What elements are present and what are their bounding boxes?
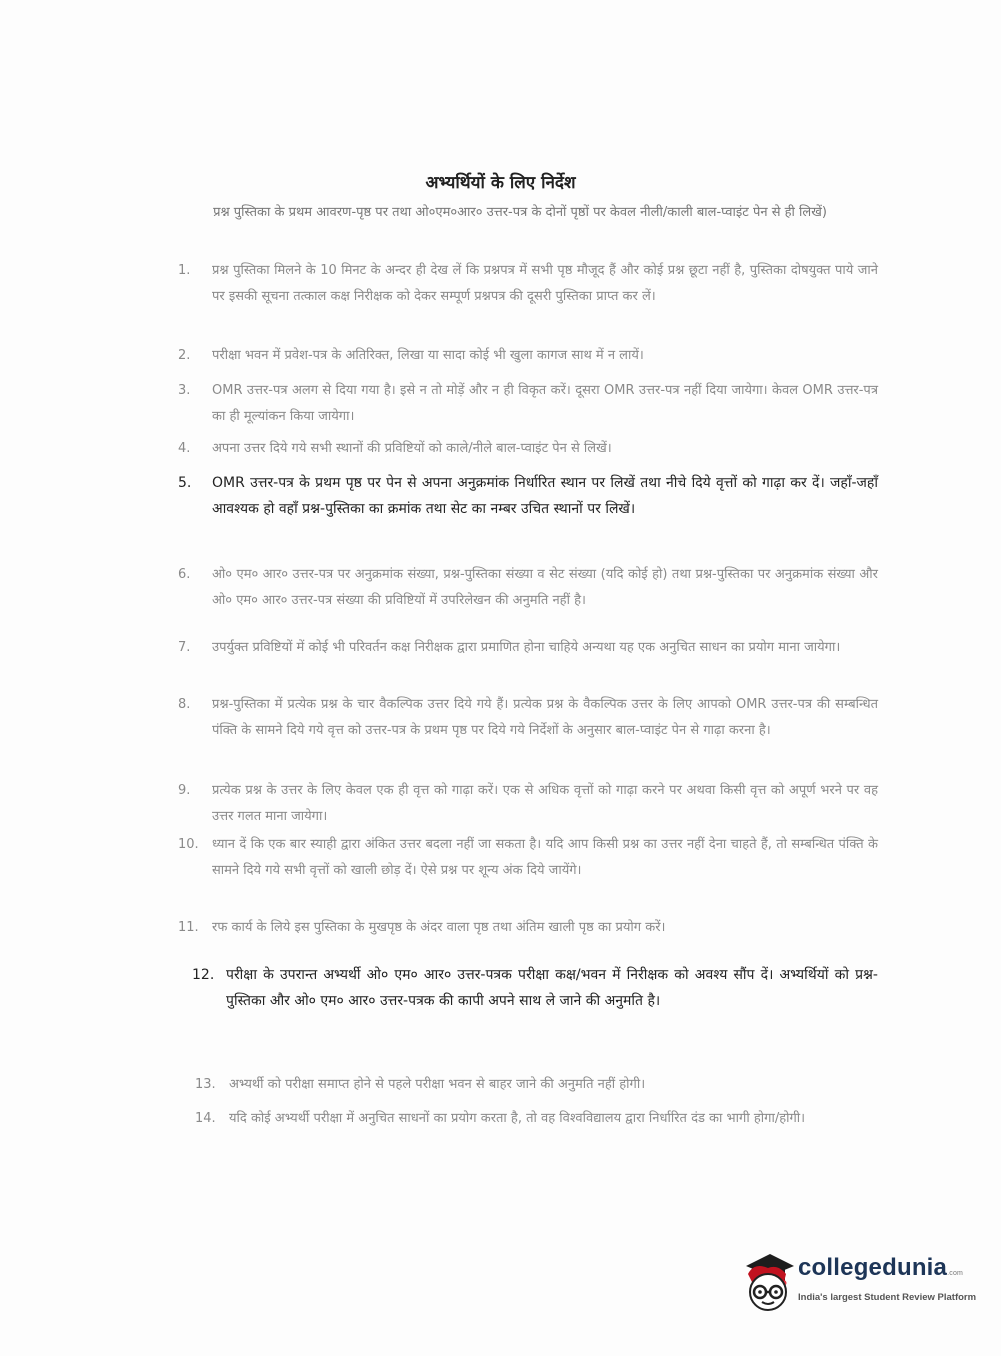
collegedunia-logo[interactable] (740, 1248, 980, 1320)
mascot-icon (740, 1248, 796, 1316)
item-text: अभ्यर्थी को परीक्षा समाप्त होने से पहले परीक्षा भवन से बाहर जाने की अनुमति नहीं होगी। (229, 1077, 646, 1092)
item-text: OMR उत्तर-पत्र अलग से दिया गया है। इसे न तो मोड़ें और न ही विकृत करें। दूसरा OMR उत्तर-पत्र नहीं दिया जायेगा। केवल OMR उत्तर-पत्र का ही मूल्यांकन किया जायेगा। (212, 383, 878, 424)
item-text: ध्यान दें कि एक बार स्याही द्वारा अंकित उत्तर बदला नहीं जा सकता है। यदि आप किसी प्रश्न का उत्तर नहीं देना चाहते हैं, तो सम्बन्धित पंक्ति के सामने दिये गये सभी वृत्तों को खाली छोड़ दें। ऐसे प्रश्न पर शून्य अंक दिये जायेंगे। (212, 837, 878, 878)
instruction-item (178, 378, 878, 430)
instruction-item (178, 343, 878, 369)
item-text: रफ कार्य के लिये इस पुस्तिका के मुखपृष्ठ के अंदर वाला पृष्ठ तथा अंतिम खाली पृष्ठ का प्रयोग करें। (212, 920, 666, 935)
item-number: 2. (178, 348, 191, 363)
item-number: 12. (192, 967, 215, 983)
item-text: प्रश्न पुस्तिका मिलने के 10 मिनट के अन्दर ही देख लें कि प्रश्नपत्र में सभी पृष्ठ मौजूद हैं और कोई प्रश्न छूटा नहीं है, पुस्तिका दोषयुक्त पाये जाने पर इसकी सूचना तत्काल कक्ष निरीक्षक को देकर सम्पूर्ण प्रश्नपत्र की दूसरी पुस्तिका प्राप्त कर लें। (212, 263, 878, 304)
item-number: 14. (195, 1111, 216, 1126)
instruction-item (178, 562, 878, 614)
item-text: ओ० एम० आर० उत्तर-पत्र पर अनुक्रमांक संख्या, प्रश्न-पुस्तिका संख्या व सेट संख्या (यदि कोई हो) तथा प्रश्न-पुस्तिका पर अनुक्रमांक संख्या और ओ० एम० आर० उत्तर-पत्र संख्या की प्रविष्टियों में उपरिलेखन की अनुमति नहीं है। (212, 567, 878, 608)
item-number: 6. (178, 567, 191, 582)
item-number: 5. (178, 475, 192, 491)
item-number: 13. (195, 1077, 216, 1092)
item-text: परीक्षा भवन में प्रवेश-पत्र के अतिरिक्त, लिखा या सादा कोई भी खुला कागज साथ में न लायें। (212, 348, 644, 363)
item-number: 10. (178, 837, 199, 852)
instruction-item (178, 436, 878, 462)
item-text: परीक्षा के उपरान्त अभ्यर्थी ओ० एम० आर० उत्तर-पत्रक परीक्षा कक्ष/भवन में निरीक्षक को अवश्य सौंप दें। अभ्यर्थियों को प्रश्न-पुस्तिका और ओ० एम० आर० उत्तर-पत्रक की कापी अपने साथ ले जाने की अनुमति है। (226, 967, 878, 1009)
item-number: 3. (178, 383, 191, 398)
instruction-item (178, 470, 878, 522)
item-number: 9. (178, 783, 191, 798)
item-text: OMR उत्तर-पत्र के प्रथम पृष्ठ पर पेन से अपना अनुक्रमांक निर्धारित स्थान पर लिखें तथा नीचे दिये वृत्तों को गाढ़ा कर दें। जहाँ-जहाँ आवश्यक हो वहाँ प्रश्न-पुस्तिका का क्रमांक तथा सेट का नम्बर उचित स्थानों पर लिखें। (212, 475, 878, 517)
item-text: यदि कोई अभ्यर्थी परीक्षा में अनुचित साधनों का प्रयोग करता है, तो वह विश्वविद्यालय द्वारा निर्धारित दंड का भागी होगा/होगी। (229, 1111, 806, 1126)
item-text: उपर्युक्त प्रविष्टियों में कोई भी परिवर्तन कक्ष निरीक्षक द्वारा प्रमाणित होना चाहिये अन्यथा यह एक अनुचित साधन का प्रयोग माना जायेगा। (212, 640, 841, 655)
logo-suffix: .com (947, 1270, 964, 1277)
item-number: 7. (178, 640, 191, 655)
instruction-item (178, 832, 878, 884)
instruction-item (178, 692, 878, 744)
page-title: अभ्यर्थियों के लिए निर्देश (425, 173, 576, 193)
item-text: प्रश्न-पुस्तिका में प्रत्येक प्रश्न के चार वैकल्पिक उत्तर दिये गये हैं। प्रत्येक प्रश्न के वैकल्पिक उत्तर के लिए आपको OMR उत्तर-पत्र की सम्बन्धित पंक्ति के सामने दिये गये वृत्त को उत्तर-पत्र के प्रथम पृष्ठ पर दिये गये निर्देशों के अनुसार बाल-प्वाइंट पेन से गाढ़ा करना है। (212, 697, 878, 738)
item-number: 11. (178, 920, 199, 935)
instruction-item (178, 258, 878, 310)
item-text: प्रत्येक प्रश्न के उत्तर के लिए केवल एक ही वृत्त को गाढ़ा करें। एक से अधिक वृत्तों को गाढ़ा करने पर अथवा किसी वृत्त को अपूर्ण भरने पर वह उत्तर गलत माना जायेगा। (212, 783, 878, 824)
logo-wordmark (798, 1254, 963, 1282)
logo-name: collegedunia (798, 1254, 948, 1281)
page-subtitle: प्रश्न पुस्तिका के प्रथम आवरण-पृष्ठ पर तथा ओ०एम०आर० उत्तर-पत्र के दोनों पृष्ठों पर केवल नीली/काली बाल-प्वाइंट पेन से ही लिखें) (213, 205, 827, 220)
item-number: 8. (178, 697, 191, 712)
instruction-item (178, 915, 878, 941)
item-number: 1. (178, 263, 191, 278)
instruction-item (178, 778, 878, 830)
item-number: 4. (178, 441, 191, 456)
item-text: अपना उत्तर दिये गये सभी स्थानों की प्रविष्टियों को काले/नीले बाल-प्वाइंट पेन से लिखें। (212, 441, 612, 456)
instruction-item (195, 1072, 878, 1098)
instruction-item (195, 1106, 878, 1132)
logo-tagline: India's largest Student Review Platform (798, 1292, 977, 1303)
instruction-item (178, 635, 878, 661)
instruction-item (192, 962, 878, 1014)
